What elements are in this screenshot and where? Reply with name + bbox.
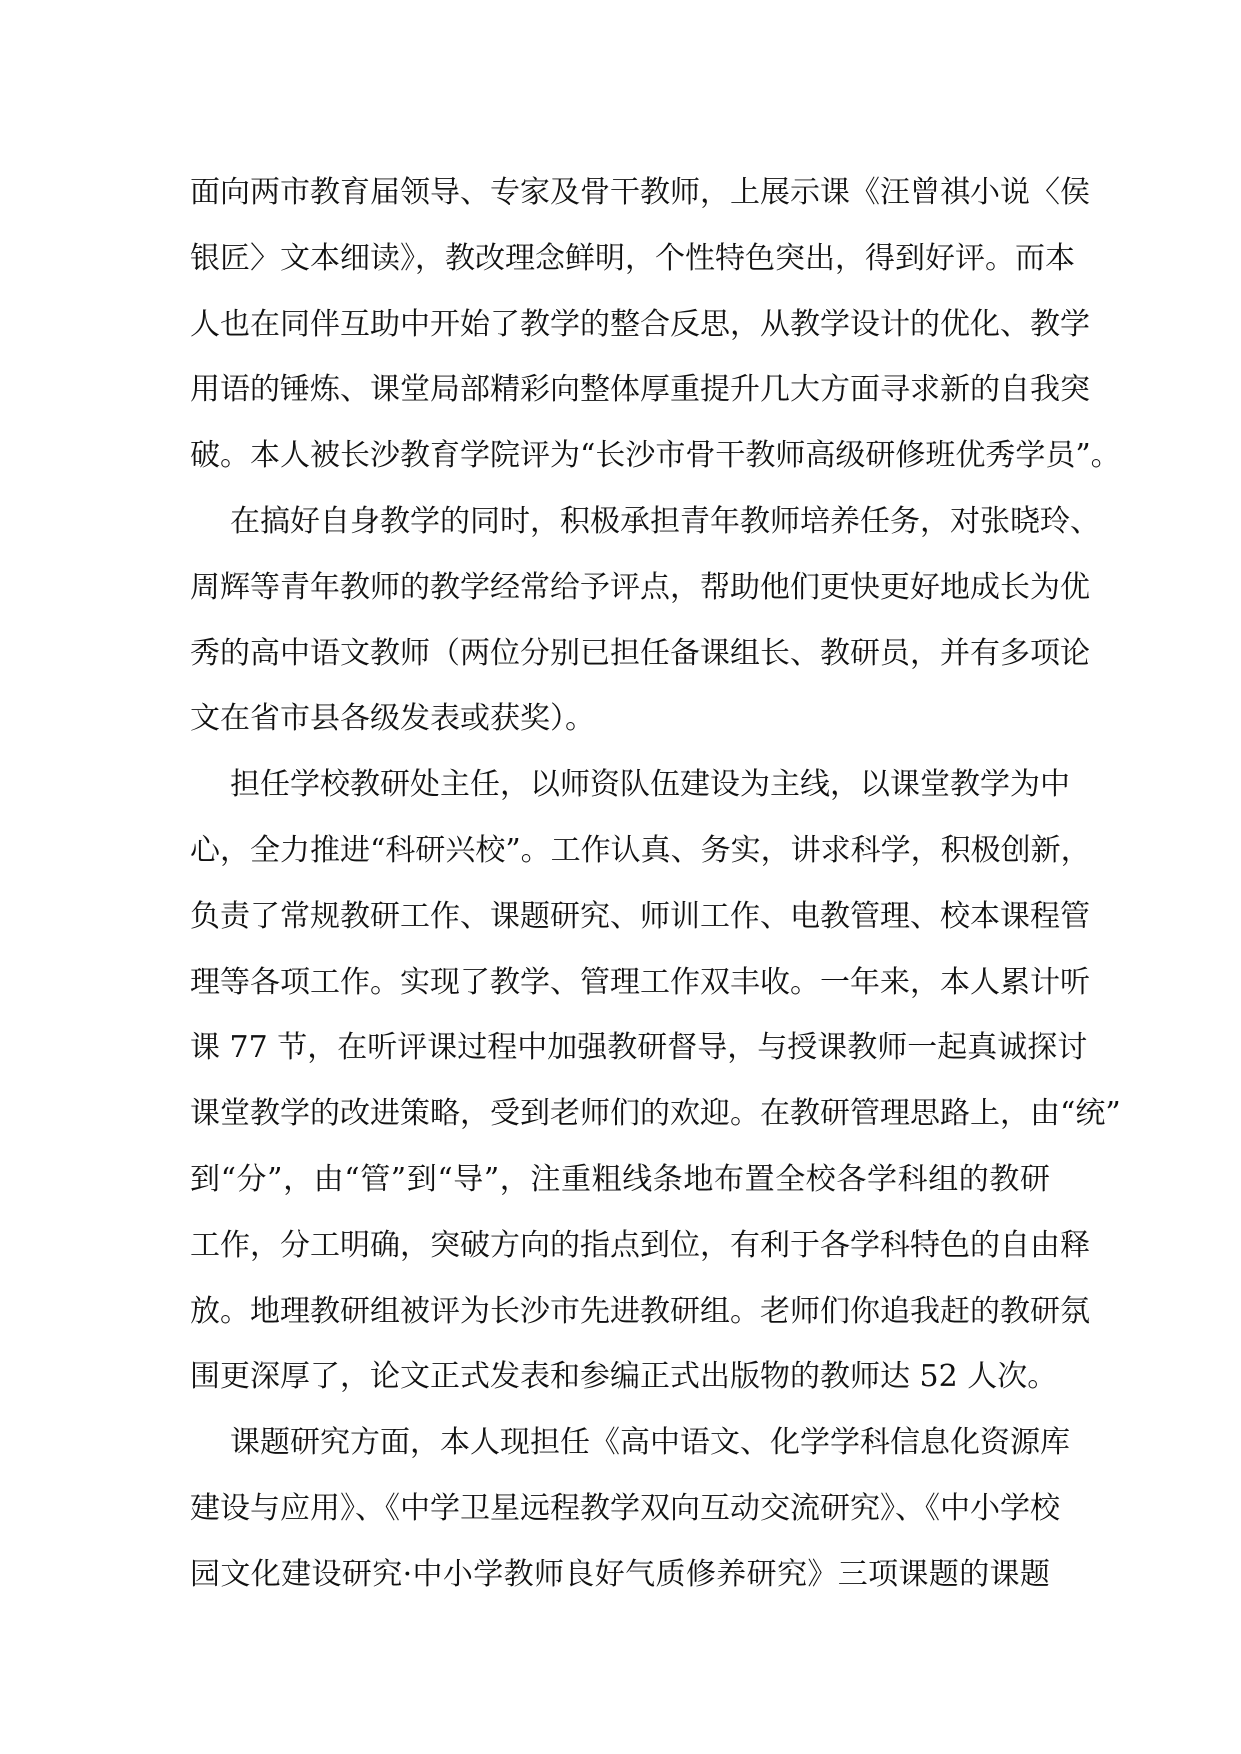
text-line: 银匠〉文本细读》，教改理念鲜明，个性特色突出，得到好评。而本: [190, 240, 1075, 276]
text-line: 课 77 节，在听评课过程中加强教研督导，与授课教师一起真诚探讨: [190, 1030, 1088, 1066]
text-line: 文在省市县各级发表或获奖）。: [190, 701, 595, 737]
text-line: 理等各项工作。实现了教学、管理工作双丰收。一年来，本人累计听: [190, 964, 1090, 1000]
text-line: 课堂教学的改进策略，受到老师们的欢迎。在教研管理思路上，由“统”: [190, 1096, 1121, 1132]
text-line: 用语的锤炼、课堂局部精彩向整体厚重提升几大方面寻求新的自我突: [190, 372, 1090, 408]
text-line: 面向两市教育届领导、专家及骨干教师，上展示课《汪曾祺小说〈侯: [190, 175, 1090, 210]
text-line: 课题研究方面，本人现担任《高中语文、化学学科信息化资源库: [230, 1425, 1070, 1461]
text-line: 工作，分工明确，突破方向的指点到位，有利于各学科特色的自由释: [190, 1227, 1090, 1263]
text-line: 放。地理教研组被评为长沙市先进教研组。老师们你追我赶的教研氛: [190, 1293, 1090, 1329]
text-line: 担任学校教研处主任，以师资队伍建设为主线，以课堂教学为中: [230, 767, 1070, 803]
text-line: 在搞好自身教学的同时，积极承担青年教师培养任务，对张晓玲、: [230, 503, 1100, 539]
text-line: 破。本人被长沙教育学院评为“长沙市骨干教师高级研修班优秀学员”。: [190, 438, 1121, 474]
text-line: 人也在同伴互助中开始了教学的整合反思，从教学设计的优化、教学: [190, 306, 1090, 342]
text-line: 建设与应用》、《中学卫星远程教学双向互动交流研究》、《中小学校: [190, 1490, 1060, 1526]
text-line: 园文化建设研究·中小学教师良好气质修养研究》三项课题的课题: [190, 1556, 1050, 1592]
document-body: [190, 160, 1121, 1608]
text-line: 秀的高中语文教师（两位分别已担任备课组长、教研员，并有多项论: [190, 635, 1090, 671]
text-line: 周辉等青年教师的教学经常给予评点，帮助他们更快更好地成长为优: [190, 569, 1090, 605]
text-line: 心，全力推进“科研兴校”。工作认真、务实，讲求科学，积极创新，: [190, 832, 1091, 868]
text-line: 负责了常规教研工作、课题研究、师训工作、电教管理、校本课程管: [190, 898, 1090, 934]
text-line: 到“分”，由“管”到“导”，注重粗线条地布置全校各学科组的教研: [190, 1161, 1050, 1197]
text-line: 围更深厚了，论文正式发表和参编正式出版物的教师达 52 人次。: [190, 1359, 1058, 1395]
